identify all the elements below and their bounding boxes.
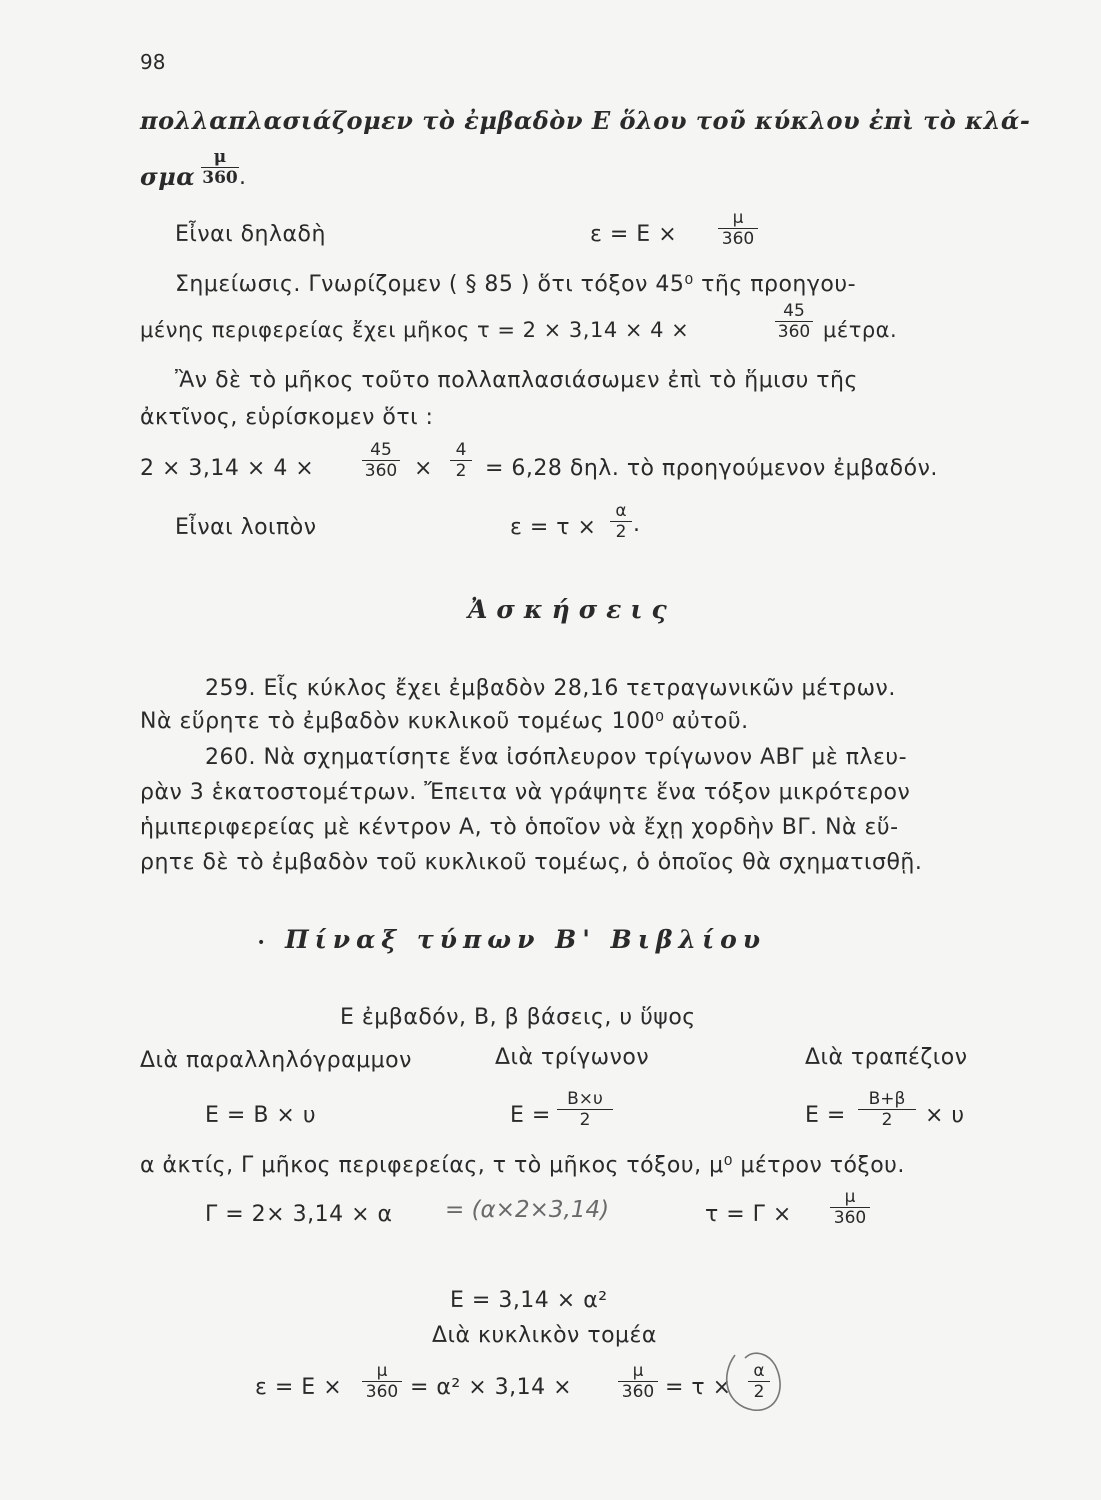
therefore-fraction [610, 502, 632, 541]
fraction-numerator: 45 [370, 440, 392, 460]
fraction-numerator: α [753, 1361, 765, 1381]
fraction-denominator: 360 [621, 1382, 655, 1402]
sector-formula-prefix: ε = Ε × [255, 1375, 343, 1400]
trapezoid-formula-suffix: × υ [925, 1103, 965, 1128]
formula-table-heading: Πίναξ τύπων Β' Βιβλίου [285, 925, 767, 954]
trapezoid-title: Διὰ τραπέζιον [805, 1045, 968, 1070]
area-legend: Ε ἐμβαδόν, Β, β βάσεις, υ ὕψος [340, 1005, 696, 1030]
therefore-label: Εἶναι λοιπὸν [175, 515, 317, 540]
fraction-denominator: 2 [579, 1110, 591, 1130]
note-line-2: μένης περιφερείας ἔχει μῆκος τ = 2 × 3,14 × 4 × [140, 318, 690, 342]
fraction-numerator: μ [844, 1187, 856, 1207]
exercise-259-line-2: Νὰ εὕρητε τὸ ἐμβαδὸν κυκλικοῦ τομέως 100⁰ αὐτοῦ. [140, 709, 749, 734]
bullet-dot: • [257, 935, 266, 951]
exercise-259-line-1: 259. Εἷς κύκλος ἔχει ἐμβαδὸν 28,16 τετραγωνικῶν μέτρων. [205, 676, 896, 701]
circle-legend: α ἀκτίς, Γ μῆκος περιφερείας, τ τὸ μῆκος τόξου, μ⁰ μέτρον τόξου. [140, 1153, 905, 1178]
fraction-denominator: 2 [753, 1382, 765, 1402]
intro-fraction [201, 148, 239, 187]
fraction-numerator: 45 [783, 301, 805, 321]
namely-formula: ε = Ε × [590, 222, 678, 247]
intro-line-2-prefix: σμα [140, 162, 196, 191]
exercise-260-line-1: 260. Νὰ σχηματίσητε ἕνα ἰσόπλευρον τρίγωνον ΑΒΓ μὲ πλευ- [205, 745, 908, 770]
exercises-heading: Ἀσκήσεις [468, 595, 676, 624]
fraction-numerator: 4 [455, 440, 467, 460]
sector-formula-equals: = τ × [665, 1375, 732, 1400]
trapezoid-fraction [858, 1090, 916, 1129]
note-line-4: ἀκτῖνος, εὑρίσκομεν ὅτι : [140, 405, 434, 430]
fraction-denominator: 360 [364, 461, 398, 481]
exercise-260-line-3: ἡμιπεριφερείας μὲ κέντρον Α, τὸ ὁποῖον νὰ ἔχῃ χορδὴν ΒΓ. Νὰ εὕ- [140, 815, 899, 840]
fraction-denominator: 2 [881, 1110, 893, 1130]
circumference-formula: Γ = 2× 3,14 × α [205, 1202, 393, 1227]
parallelogram-title: Διὰ παραλληλόγραμμον [140, 1048, 412, 1073]
intro-line-2-suffix: . [239, 165, 247, 190]
fraction-denominator: 360 [721, 229, 755, 249]
sector-formula-middle: = α² × 3,14 × [410, 1375, 573, 1400]
handwritten-circle-mark [715, 1340, 795, 1420]
fraction-numerator: α [615, 501, 627, 521]
note-line-2-suffix: μέτρα. [823, 318, 898, 342]
times-sign: × [414, 456, 433, 481]
sector-fraction-1 [362, 1362, 402, 1401]
fraction-denominator: 360 [365, 1382, 399, 1402]
fraction-denominator: 360 [777, 322, 811, 342]
triangle-fraction [557, 1090, 613, 1129]
exercise-260-line-4: ρητε δὲ τὸ ἐμβαδὸν τοῦ κυκλικοῦ τομέως, ὁ ὁποῖος θὰ σχηματισθῇ. [140, 850, 923, 875]
fraction-numerator: μ [632, 1361, 644, 1381]
fraction-numerator: Β×υ [567, 1089, 603, 1109]
therefore-suffix: . [633, 512, 641, 537]
trapezoid-formula: Ε = [805, 1103, 846, 1128]
arc-length-fraction [830, 1188, 870, 1227]
note-line-1: Σημείωσις. Γνωρίζομεν ( § 85 ) ὅτι τόξον 45⁰ τῆς προηγου- [175, 272, 857, 297]
page-number: 98 [140, 50, 166, 74]
therefore-formula: ε = τ × [510, 515, 597, 540]
note-line5-fraction-2 [450, 441, 472, 480]
triangle-title: Διὰ τρίγωνον [495, 1045, 650, 1070]
note-line-5-suffix: = 6,28 δηλ. τὸ προηγούμενον ἐμβαδόν. [485, 456, 938, 481]
circle-area-formula: Ε = 3,14 × α² [450, 1288, 608, 1313]
fraction-numerator: μ [732, 208, 744, 228]
namely-label: Εἶναι δηλαδὴ [175, 222, 326, 247]
sector-fraction-2 [618, 1362, 658, 1401]
triangle-formula: Ε = [510, 1103, 551, 1128]
fraction-numerator: μ [376, 1361, 388, 1381]
intro-line-1: πολλαπλασιάζομεν τὸ ἐμβαδὸν Ε ὅλου τοῦ κύκλου ἐπὶ τὸ κλά- [140, 106, 1031, 135]
note-line-3: Ἂν δὲ τὸ μῆκος τοῦτο πολλαπλασιάσωμεν ἐπὶ τὸ ἥμισυ τῆς [175, 368, 858, 393]
note-line5-fraction-1 [362, 441, 400, 480]
arc-length-formula: τ = Γ × [705, 1202, 792, 1227]
parallelogram-formula: Ε = Β × υ [205, 1103, 317, 1128]
fraction-denominator: 2 [455, 461, 467, 481]
exercise-260-line-2: ρὰν 3 ἑκατοστομέτρων. Ἔπειτα νὰ γράψητε ἕνα τόξον μικρότερον [140, 780, 911, 805]
fraction-numerator: Β+β [868, 1089, 906, 1109]
fraction-denominator: 360 [202, 168, 238, 188]
fraction-numerator: μ [213, 147, 227, 167]
sector-title: Διὰ κυκλικὸν τομέα [432, 1323, 657, 1348]
fraction-denominator: 360 [833, 1208, 867, 1228]
note-fraction [775, 302, 813, 341]
note-line-5: 2 × 3,14 × 4 × [140, 456, 315, 481]
namely-fraction [718, 209, 758, 248]
handwritten-annotation: = (α×2×3,14) [445, 1197, 610, 1223]
fraction-denominator: 2 [615, 522, 627, 542]
